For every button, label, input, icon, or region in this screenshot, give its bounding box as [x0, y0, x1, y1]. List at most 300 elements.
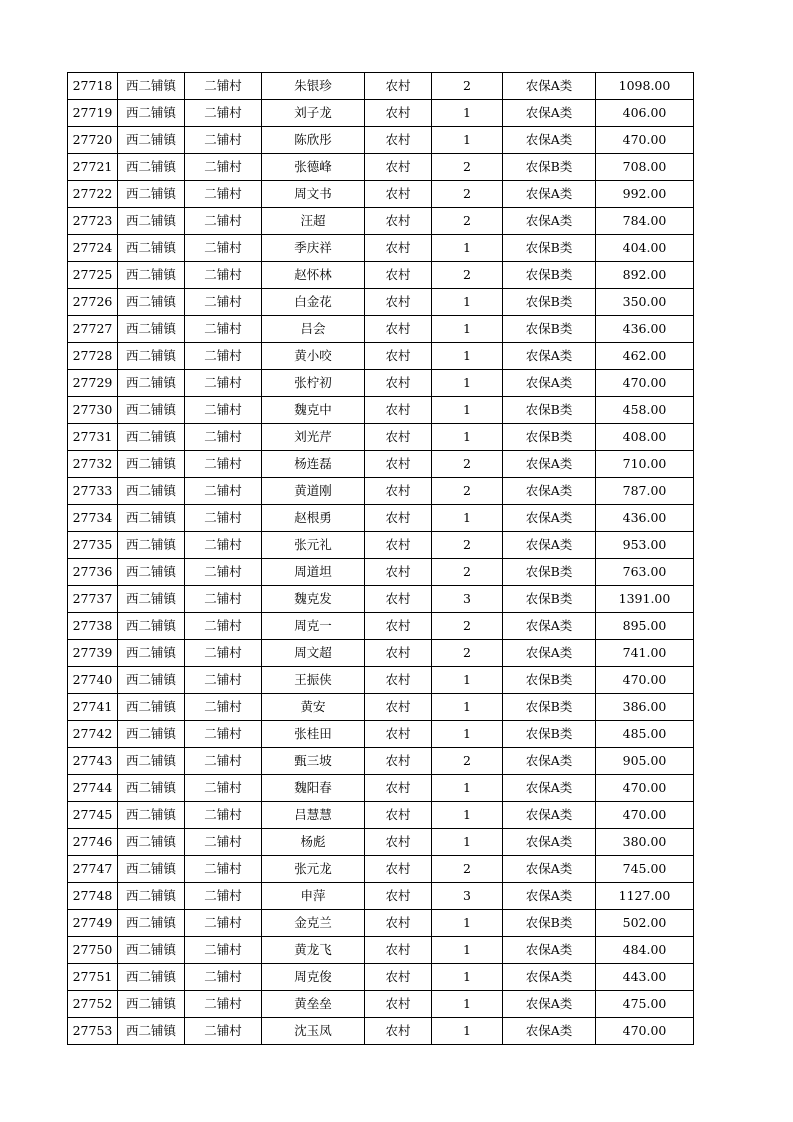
category-cell: 农保A类: [503, 829, 596, 856]
town-cell: 西二铺镇: [118, 667, 185, 694]
town-cell: 西二铺镇: [118, 532, 185, 559]
record-id-cell: 27723: [68, 208, 118, 235]
record-id-cell: 27726: [68, 289, 118, 316]
category-cell: 农保A类: [503, 100, 596, 127]
member-count-cell: 2: [432, 532, 503, 559]
record-id-cell: 27749: [68, 910, 118, 937]
category-cell: 农保A类: [503, 73, 596, 100]
amount-cell: 470.00: [596, 127, 694, 154]
table-row: [68, 208, 694, 235]
member-count-cell: 2: [432, 154, 503, 181]
member-count-cell: 2: [432, 262, 503, 289]
town-cell: 西二铺镇: [118, 289, 185, 316]
category-cell: 农保B类: [503, 424, 596, 451]
table-row: [68, 991, 694, 1018]
village-cell: 二铺村: [185, 802, 262, 829]
household-type-cell: 农村: [365, 883, 432, 910]
town-cell: 西二铺镇: [118, 73, 185, 100]
village-cell: 二铺村: [185, 235, 262, 262]
record-id-cell: 27745: [68, 802, 118, 829]
town-cell: 西二铺镇: [118, 802, 185, 829]
table-row: [68, 748, 694, 775]
amount-cell: 895.00: [596, 613, 694, 640]
amount-cell: 458.00: [596, 397, 694, 424]
amount-cell: 470.00: [596, 802, 694, 829]
record-id-cell: 27720: [68, 127, 118, 154]
table-row: [68, 586, 694, 613]
name-cell: 周文超: [262, 640, 365, 667]
record-id-cell: 27732: [68, 451, 118, 478]
name-cell: 吕会: [262, 316, 365, 343]
town-cell: 西二铺镇: [118, 505, 185, 532]
category-cell: 农保B类: [503, 154, 596, 181]
member-count-cell: 1: [432, 127, 503, 154]
name-cell: 张元礼: [262, 532, 365, 559]
amount-cell: 470.00: [596, 1018, 694, 1045]
member-count-cell: 2: [432, 640, 503, 667]
table-row: [68, 262, 694, 289]
town-cell: 西二铺镇: [118, 613, 185, 640]
amount-cell: 380.00: [596, 829, 694, 856]
member-count-cell: 1: [432, 397, 503, 424]
record-id-cell: 27718: [68, 73, 118, 100]
name-cell: 黄安: [262, 694, 365, 721]
village-cell: 二铺村: [185, 613, 262, 640]
table-row: [68, 883, 694, 910]
category-cell: 农保A类: [503, 991, 596, 1018]
record-id-cell: 27753: [68, 1018, 118, 1045]
amount-cell: 443.00: [596, 964, 694, 991]
village-cell: 二铺村: [185, 505, 262, 532]
amount-cell: 741.00: [596, 640, 694, 667]
household-type-cell: 农村: [365, 505, 432, 532]
town-cell: 西二铺镇: [118, 316, 185, 343]
town-cell: 西二铺镇: [118, 127, 185, 154]
town-cell: 西二铺镇: [118, 397, 185, 424]
table-body: [68, 73, 694, 1045]
household-type-cell: 农村: [365, 370, 432, 397]
category-cell: 农保B类: [503, 559, 596, 586]
name-cell: 杨彪: [262, 829, 365, 856]
member-count-cell: 1: [432, 937, 503, 964]
member-count-cell: 2: [432, 559, 503, 586]
member-count-cell: 2: [432, 181, 503, 208]
household-type-cell: 农村: [365, 451, 432, 478]
village-cell: 二铺村: [185, 127, 262, 154]
household-type-cell: 农村: [365, 73, 432, 100]
table-row: [68, 613, 694, 640]
member-count-cell: 1: [432, 1018, 503, 1045]
town-cell: 西二铺镇: [118, 154, 185, 181]
name-cell: 黄垒垒: [262, 991, 365, 1018]
table-row: [68, 478, 694, 505]
amount-cell: 892.00: [596, 262, 694, 289]
category-cell: 农保A类: [503, 181, 596, 208]
amount-cell: 408.00: [596, 424, 694, 451]
category-cell: 农保A类: [503, 451, 596, 478]
village-cell: 二铺村: [185, 721, 262, 748]
table-row: [68, 532, 694, 559]
member-count-cell: 2: [432, 613, 503, 640]
table-row: [68, 937, 694, 964]
table-row: [68, 73, 694, 100]
record-id-cell: 27750: [68, 937, 118, 964]
name-cell: 季庆祥: [262, 235, 365, 262]
member-count-cell: 3: [432, 883, 503, 910]
table-row: [68, 721, 694, 748]
name-cell: 陈欣彤: [262, 127, 365, 154]
data-table: [67, 72, 694, 1045]
village-cell: 二铺村: [185, 964, 262, 991]
record-id-cell: 27730: [68, 397, 118, 424]
name-cell: 张桂田: [262, 721, 365, 748]
town-cell: 西二铺镇: [118, 856, 185, 883]
amount-cell: 485.00: [596, 721, 694, 748]
member-count-cell: 1: [432, 775, 503, 802]
town-cell: 西二铺镇: [118, 370, 185, 397]
member-count-cell: 1: [432, 721, 503, 748]
table-row: [68, 154, 694, 181]
record-id-cell: 27744: [68, 775, 118, 802]
village-cell: 二铺村: [185, 208, 262, 235]
record-id-cell: 27743: [68, 748, 118, 775]
village-cell: 二铺村: [185, 1018, 262, 1045]
member-count-cell: 1: [432, 100, 503, 127]
village-cell: 二铺村: [185, 262, 262, 289]
name-cell: 刘光芹: [262, 424, 365, 451]
town-cell: 西二铺镇: [118, 964, 185, 991]
member-count-cell: 1: [432, 343, 503, 370]
table-row: [68, 640, 694, 667]
category-cell: 农保A类: [503, 613, 596, 640]
record-id-cell: 27748: [68, 883, 118, 910]
village-cell: 二铺村: [185, 316, 262, 343]
town-cell: 西二铺镇: [118, 208, 185, 235]
household-type-cell: 农村: [365, 721, 432, 748]
amount-cell: 787.00: [596, 478, 694, 505]
category-cell: 农保B类: [503, 667, 596, 694]
table-row: [68, 1018, 694, 1045]
record-id-cell: 27740: [68, 667, 118, 694]
village-cell: 二铺村: [185, 694, 262, 721]
town-cell: 西二铺镇: [118, 694, 185, 721]
household-type-cell: 农村: [365, 127, 432, 154]
village-cell: 二铺村: [185, 73, 262, 100]
category-cell: 农保A类: [503, 532, 596, 559]
category-cell: 农保B类: [503, 316, 596, 343]
name-cell: 周克一: [262, 613, 365, 640]
member-count-cell: 1: [432, 964, 503, 991]
member-count-cell: 1: [432, 802, 503, 829]
town-cell: 西二铺镇: [118, 910, 185, 937]
amount-cell: 905.00: [596, 748, 694, 775]
name-cell: 金克兰: [262, 910, 365, 937]
household-type-cell: 农村: [365, 262, 432, 289]
household-type-cell: 农村: [365, 289, 432, 316]
record-id-cell: 27731: [68, 424, 118, 451]
record-id-cell: 27728: [68, 343, 118, 370]
amount-cell: 763.00: [596, 559, 694, 586]
member-count-cell: 1: [432, 424, 503, 451]
household-type-cell: 农村: [365, 613, 432, 640]
table-row: [68, 964, 694, 991]
village-cell: 二铺村: [185, 370, 262, 397]
member-count-cell: 1: [432, 829, 503, 856]
village-cell: 二铺村: [185, 829, 262, 856]
name-cell: 魏克发: [262, 586, 365, 613]
amount-cell: 710.00: [596, 451, 694, 478]
name-cell: 黄道刚: [262, 478, 365, 505]
household-type-cell: 农村: [365, 1018, 432, 1045]
amount-cell: 1098.00: [596, 73, 694, 100]
town-cell: 西二铺镇: [118, 424, 185, 451]
name-cell: 赵根勇: [262, 505, 365, 532]
record-id-cell: 27719: [68, 100, 118, 127]
town-cell: 西二铺镇: [118, 235, 185, 262]
member-count-cell: 2: [432, 208, 503, 235]
category-cell: 农保A类: [503, 937, 596, 964]
village-cell: 二铺村: [185, 856, 262, 883]
household-type-cell: 农村: [365, 316, 432, 343]
amount-cell: 436.00: [596, 316, 694, 343]
member-count-cell: 2: [432, 73, 503, 100]
village-cell: 二铺村: [185, 640, 262, 667]
town-cell: 西二铺镇: [118, 262, 185, 289]
household-type-cell: 农村: [365, 640, 432, 667]
household-type-cell: 农村: [365, 154, 432, 181]
record-id-cell: 27752: [68, 991, 118, 1018]
record-id-cell: 27751: [68, 964, 118, 991]
category-cell: 农保B类: [503, 910, 596, 937]
name-cell: 周文书: [262, 181, 365, 208]
category-cell: 农保A类: [503, 883, 596, 910]
amount-cell: 475.00: [596, 991, 694, 1018]
household-type-cell: 农村: [365, 937, 432, 964]
record-id-cell: 27734: [68, 505, 118, 532]
town-cell: 西二铺镇: [118, 586, 185, 613]
name-cell: 杨连磊: [262, 451, 365, 478]
village-cell: 二铺村: [185, 478, 262, 505]
village-cell: 二铺村: [185, 586, 262, 613]
village-cell: 二铺村: [185, 451, 262, 478]
amount-cell: 745.00: [596, 856, 694, 883]
amount-cell: 404.00: [596, 235, 694, 262]
record-id-cell: 27736: [68, 559, 118, 586]
amount-cell: 436.00: [596, 505, 694, 532]
record-id-cell: 27746: [68, 829, 118, 856]
household-type-cell: 农村: [365, 991, 432, 1018]
record-id-cell: 27735: [68, 532, 118, 559]
category-cell: 农保A类: [503, 748, 596, 775]
household-type-cell: 农村: [365, 829, 432, 856]
category-cell: 农保A类: [503, 478, 596, 505]
village-cell: 二铺村: [185, 883, 262, 910]
record-id-cell: 27739: [68, 640, 118, 667]
household-type-cell: 农村: [365, 181, 432, 208]
village-cell: 二铺村: [185, 937, 262, 964]
table-row: [68, 370, 694, 397]
member-count-cell: 2: [432, 748, 503, 775]
household-type-cell: 农村: [365, 559, 432, 586]
household-type-cell: 农村: [365, 856, 432, 883]
village-cell: 二铺村: [185, 748, 262, 775]
town-cell: 西二铺镇: [118, 640, 185, 667]
household-type-cell: 农村: [365, 748, 432, 775]
household-type-cell: 农村: [365, 343, 432, 370]
member-count-cell: 1: [432, 505, 503, 532]
table-row: [68, 667, 694, 694]
record-id-cell: 27747: [68, 856, 118, 883]
town-cell: 西二铺镇: [118, 100, 185, 127]
member-count-cell: 3: [432, 586, 503, 613]
amount-cell: 462.00: [596, 343, 694, 370]
name-cell: 汪超: [262, 208, 365, 235]
household-type-cell: 农村: [365, 235, 432, 262]
name-cell: 张德峰: [262, 154, 365, 181]
amount-cell: 386.00: [596, 694, 694, 721]
town-cell: 西二铺镇: [118, 721, 185, 748]
category-cell: 农保B类: [503, 262, 596, 289]
household-type-cell: 农村: [365, 100, 432, 127]
name-cell: 周克俊: [262, 964, 365, 991]
household-type-cell: 农村: [365, 775, 432, 802]
category-cell: 农保A类: [503, 964, 596, 991]
town-cell: 西二铺镇: [118, 991, 185, 1018]
table-row: [68, 397, 694, 424]
member-count-cell: 2: [432, 478, 503, 505]
record-id-cell: 27737: [68, 586, 118, 613]
table-row: [68, 181, 694, 208]
town-cell: 西二铺镇: [118, 937, 185, 964]
household-type-cell: 农村: [365, 532, 432, 559]
town-cell: 西二铺镇: [118, 748, 185, 775]
record-id-cell: 27727: [68, 316, 118, 343]
amount-cell: 708.00: [596, 154, 694, 181]
village-cell: 二铺村: [185, 181, 262, 208]
name-cell: 魏克中: [262, 397, 365, 424]
table-row: [68, 127, 694, 154]
table-row: [68, 505, 694, 532]
member-count-cell: 1: [432, 370, 503, 397]
category-cell: 农保A类: [503, 505, 596, 532]
member-count-cell: 2: [432, 451, 503, 478]
category-cell: 农保A类: [503, 370, 596, 397]
member-count-cell: 1: [432, 316, 503, 343]
household-type-cell: 农村: [365, 802, 432, 829]
name-cell: 沈玉凤: [262, 1018, 365, 1045]
table-row: [68, 451, 694, 478]
amount-cell: 470.00: [596, 775, 694, 802]
record-id-cell: 27741: [68, 694, 118, 721]
table-row: [68, 694, 694, 721]
table-row: [68, 829, 694, 856]
name-cell: 刘子龙: [262, 100, 365, 127]
village-cell: 二铺村: [185, 343, 262, 370]
amount-cell: 784.00: [596, 208, 694, 235]
table-row: [68, 559, 694, 586]
village-cell: 二铺村: [185, 559, 262, 586]
member-count-cell: 1: [432, 235, 503, 262]
name-cell: 王振侠: [262, 667, 365, 694]
name-cell: 黄小咬: [262, 343, 365, 370]
household-type-cell: 农村: [365, 910, 432, 937]
record-id-cell: 27725: [68, 262, 118, 289]
village-cell: 二铺村: [185, 424, 262, 451]
category-cell: 农保A类: [503, 856, 596, 883]
table-row: [68, 289, 694, 316]
record-id-cell: 27733: [68, 478, 118, 505]
category-cell: 农保B类: [503, 397, 596, 424]
member-count-cell: 1: [432, 667, 503, 694]
member-count-cell: 1: [432, 910, 503, 937]
table-row: [68, 910, 694, 937]
category-cell: 农保A类: [503, 343, 596, 370]
category-cell: 农保A类: [503, 775, 596, 802]
village-cell: 二铺村: [185, 991, 262, 1018]
table-row: [68, 856, 694, 883]
household-type-cell: 农村: [365, 397, 432, 424]
name-cell: 甄三坡: [262, 748, 365, 775]
record-id-cell: 27724: [68, 235, 118, 262]
table-row: [68, 802, 694, 829]
household-type-cell: 农村: [365, 208, 432, 235]
village-cell: 二铺村: [185, 100, 262, 127]
household-type-cell: 农村: [365, 964, 432, 991]
household-type-cell: 农村: [365, 478, 432, 505]
name-cell: 赵怀林: [262, 262, 365, 289]
table-row: [68, 100, 694, 127]
name-cell: 吕慧慧: [262, 802, 365, 829]
village-cell: 二铺村: [185, 154, 262, 181]
town-cell: 西二铺镇: [118, 559, 185, 586]
member-count-cell: 1: [432, 289, 503, 316]
category-cell: 农保A类: [503, 802, 596, 829]
amount-cell: 992.00: [596, 181, 694, 208]
amount-cell: 1127.00: [596, 883, 694, 910]
amount-cell: 1391.00: [596, 586, 694, 613]
category-cell: 农保B类: [503, 694, 596, 721]
name-cell: 黄龙飞: [262, 937, 365, 964]
amount-cell: 502.00: [596, 910, 694, 937]
household-type-cell: 农村: [365, 694, 432, 721]
member-count-cell: 2: [432, 856, 503, 883]
amount-cell: 470.00: [596, 667, 694, 694]
category-cell: 农保B类: [503, 721, 596, 748]
amount-cell: 406.00: [596, 100, 694, 127]
town-cell: 西二铺镇: [118, 343, 185, 370]
town-cell: 西二铺镇: [118, 883, 185, 910]
category-cell: 农保B类: [503, 586, 596, 613]
town-cell: 西二铺镇: [118, 451, 185, 478]
town-cell: 西二铺镇: [118, 775, 185, 802]
table-row: [68, 775, 694, 802]
name-cell: 张柠初: [262, 370, 365, 397]
amount-cell: 350.00: [596, 289, 694, 316]
village-cell: 二铺村: [185, 667, 262, 694]
town-cell: 西二铺镇: [118, 1018, 185, 1045]
town-cell: 西二铺镇: [118, 829, 185, 856]
village-cell: 二铺村: [185, 532, 262, 559]
village-cell: 二铺村: [185, 910, 262, 937]
member-count-cell: 1: [432, 694, 503, 721]
household-type-cell: 农村: [365, 424, 432, 451]
amount-cell: 484.00: [596, 937, 694, 964]
name-cell: 申萍: [262, 883, 365, 910]
town-cell: 西二铺镇: [118, 181, 185, 208]
category-cell: 农保B类: [503, 235, 596, 262]
member-count-cell: 1: [432, 991, 503, 1018]
table-row: [68, 343, 694, 370]
